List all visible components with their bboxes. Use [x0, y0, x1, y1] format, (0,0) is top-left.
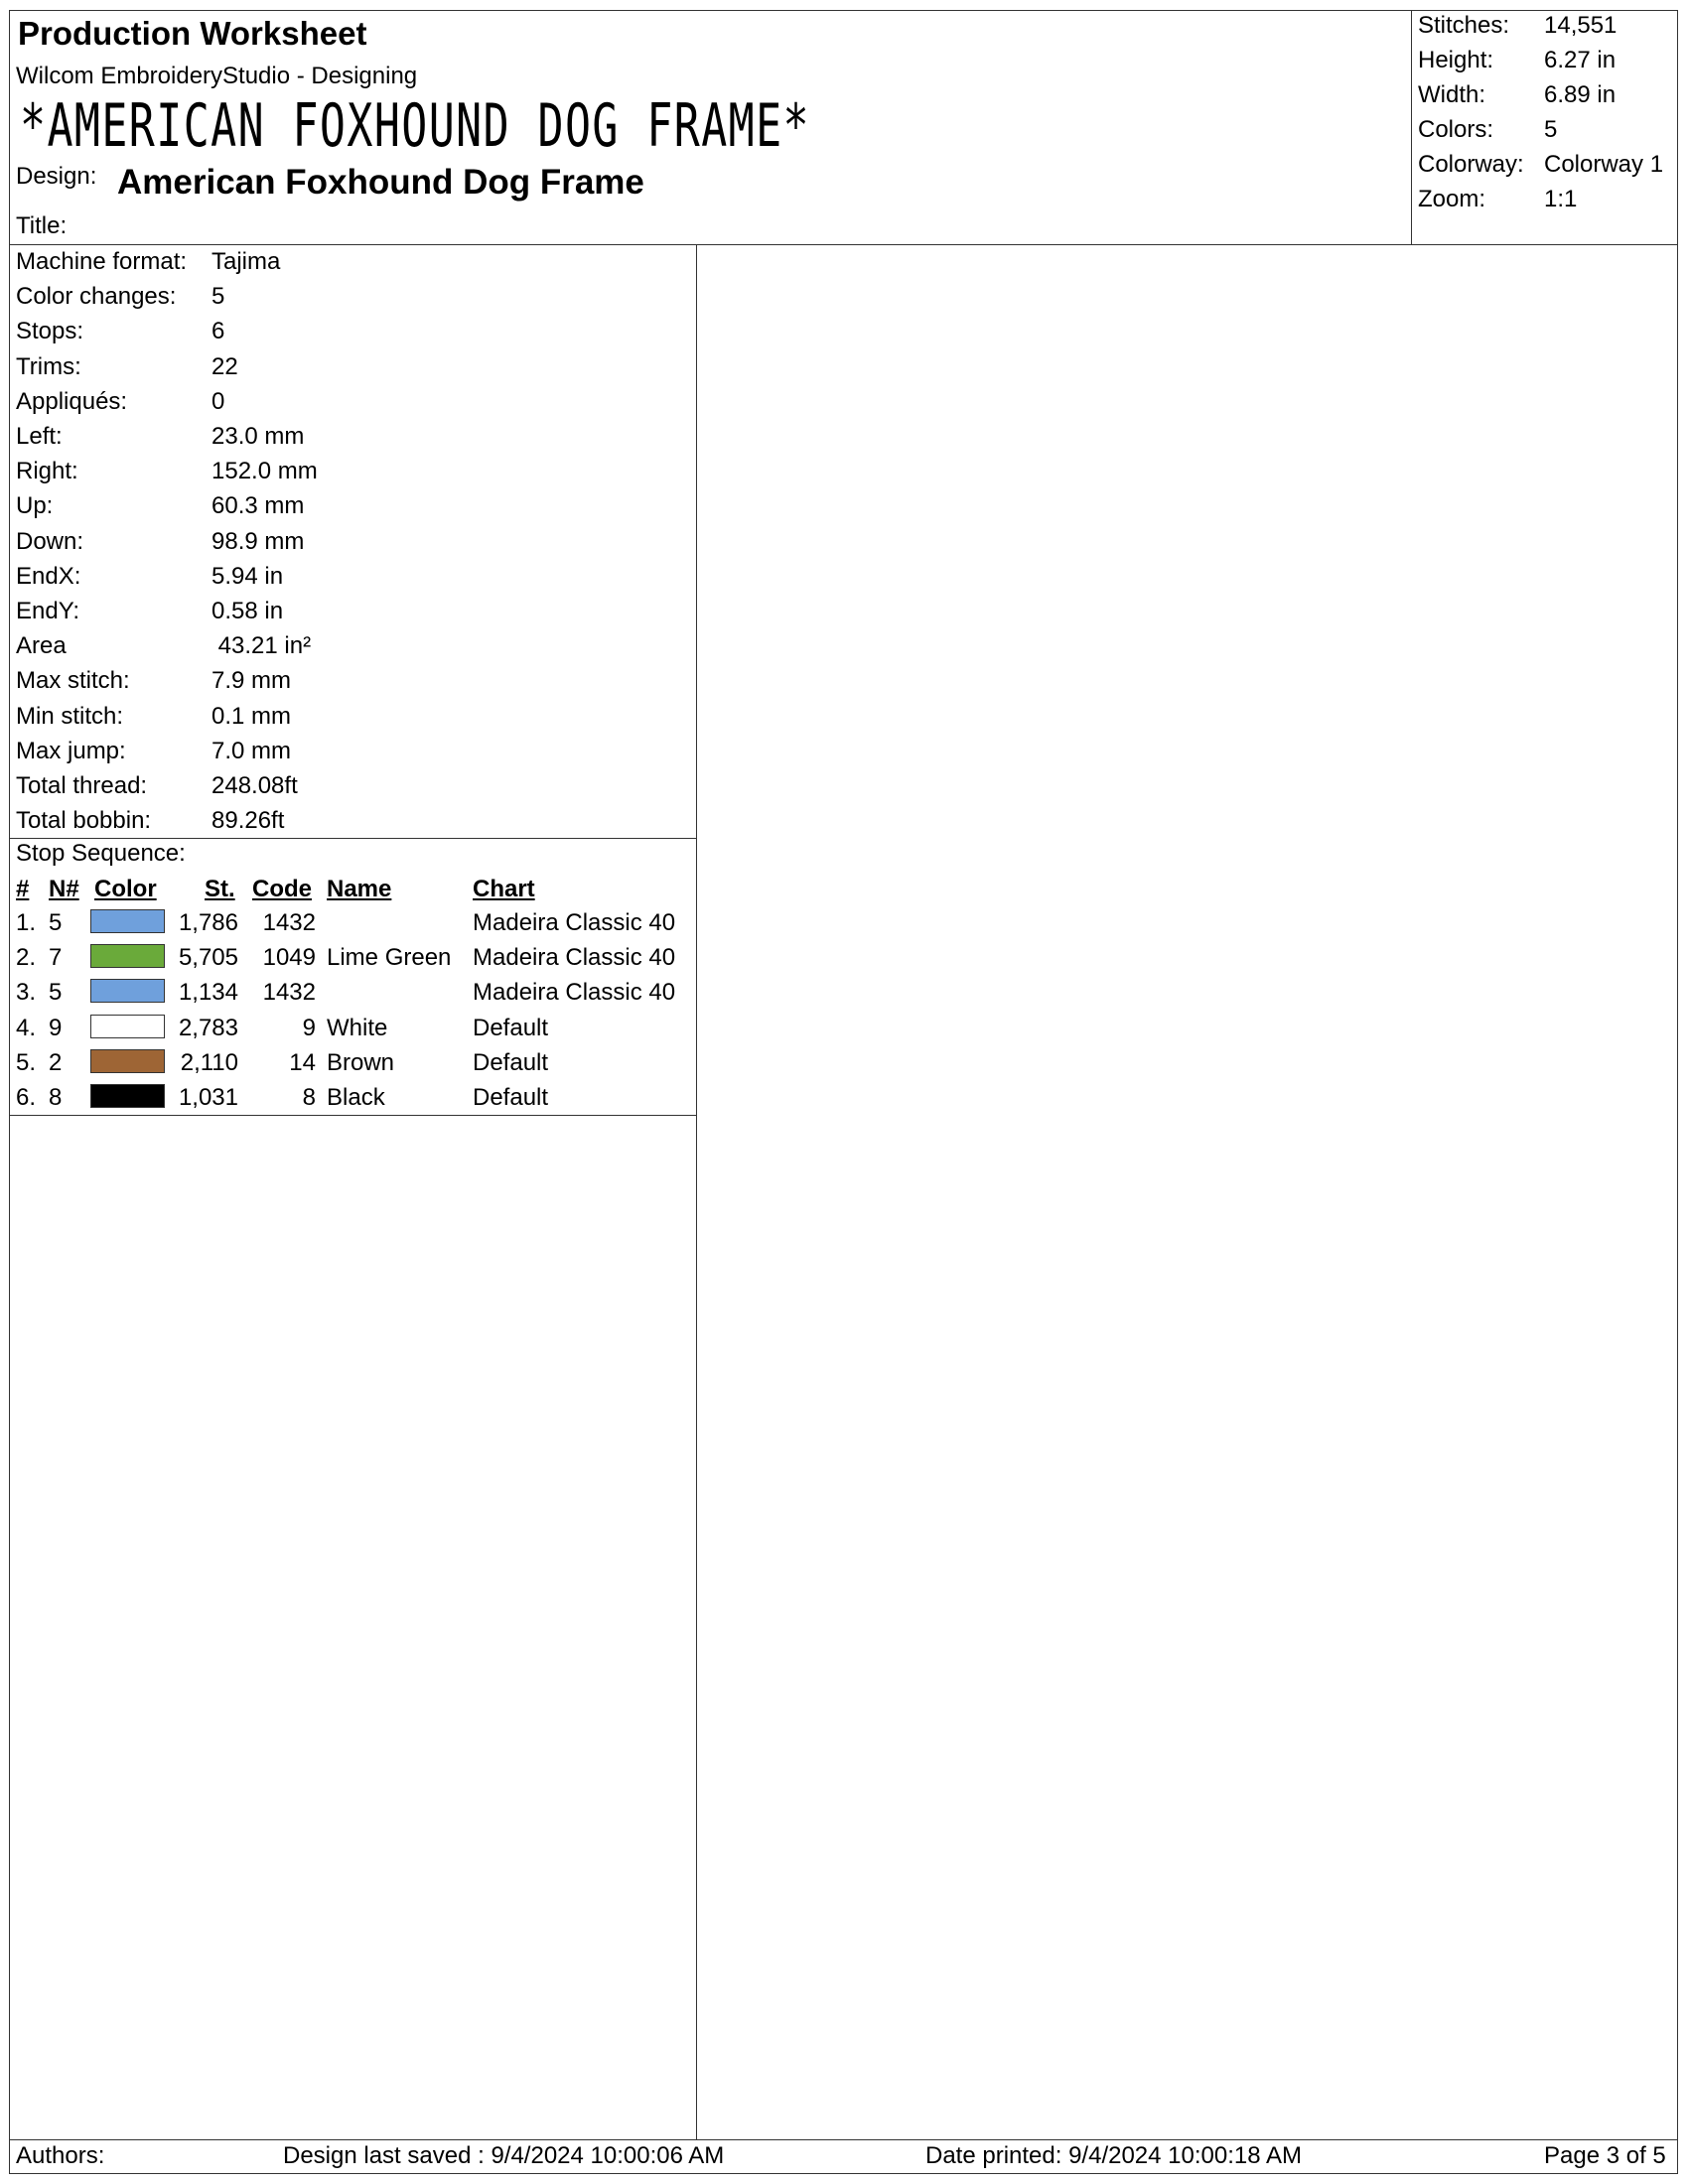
- detail-value: 152.0 mm: [211, 458, 318, 485]
- color-swatch: [90, 1049, 165, 1073]
- stop-chart: Madeira Classic 40: [473, 979, 676, 1007]
- detail-value: 98.9 mm: [211, 527, 305, 555]
- design-name: American Foxhound Dog Frame: [117, 163, 644, 202]
- detail-label: Trims:: [16, 352, 81, 380]
- column-divider: [696, 244, 697, 2139]
- summary-label: Colorway:: [1418, 151, 1524, 178]
- detail-value: 22: [211, 352, 238, 380]
- stop-num: 3.: [16, 979, 37, 1007]
- footer-authors: Authors:: [16, 2142, 105, 2169]
- footer-date-printed: Date printed: 9/4/2024 10:00:18 AM: [925, 2142, 1302, 2169]
- stop-needle: 5: [49, 909, 63, 936]
- stop-code: 14: [289, 1048, 316, 1076]
- detail-value: 5.94 in: [211, 562, 284, 590]
- col-header-name: Name: [327, 876, 392, 902]
- detail-value: 6: [211, 318, 225, 345]
- stop-num: 4.: [16, 1014, 37, 1041]
- stop-stitches: 1,031: [178, 1084, 238, 1111]
- stop-needle: 8: [49, 1084, 63, 1111]
- summary-value: 6.89 in: [1544, 81, 1617, 108]
- title-label: Title:: [16, 212, 68, 239]
- detail-label: Total bobbin:: [16, 807, 152, 835]
- detail-label: Left:: [16, 423, 63, 450]
- stop-stitches: 1,134: [178, 979, 238, 1007]
- summary-label: Colors:: [1418, 116, 1494, 143]
- stop-num: 2.: [16, 944, 37, 972]
- detail-value: 0: [211, 387, 225, 415]
- stop-stitches: 2,110: [180, 1048, 238, 1076]
- summary-value: 1:1: [1544, 186, 1578, 212]
- design-banner: *AMERICAN FOXHOUND DOG FRAME*: [20, 91, 811, 161]
- stop-num: 1.: [16, 909, 37, 936]
- detail-label: Right:: [16, 458, 78, 485]
- stop-needle: 2: [49, 1048, 63, 1076]
- stop-needle: 7: [49, 944, 63, 972]
- detail-value: 0.1 mm: [211, 702, 292, 730]
- detail-value: 60.3 mm: [211, 492, 305, 520]
- detail-value: Tajima: [211, 248, 281, 275]
- stop-num: 6.: [16, 1084, 37, 1111]
- detail-value: 23.0 mm: [211, 423, 305, 450]
- detail-label: EndY:: [16, 598, 80, 624]
- stop-sequence-heading: Stop Sequence:: [16, 840, 186, 867]
- detail-label: Up:: [16, 492, 54, 520]
- color-swatch: [90, 944, 165, 968]
- detail-value: 0.58 in: [211, 598, 284, 624]
- stop-thread-name: Black: [327, 1084, 385, 1111]
- summary-value: 5: [1544, 116, 1558, 143]
- header-divider: [1411, 10, 1412, 244]
- detail-value: 43.21 in²: [211, 632, 312, 660]
- col-header-stitches: St.: [205, 876, 235, 902]
- stop-code: 1432: [262, 979, 316, 1007]
- summary-label: Width:: [1418, 81, 1486, 108]
- summary-label: Height:: [1418, 47, 1494, 73]
- stop-code: 1432: [262, 909, 316, 936]
- detail-label: Max jump:: [16, 737, 126, 764]
- col-header-num: #: [16, 876, 30, 902]
- color-swatch: [90, 909, 165, 933]
- footer-page-number: Page 3 of 5: [1544, 2142, 1666, 2169]
- detail-label: Appliqués:: [16, 387, 128, 415]
- detail-label: EndX:: [16, 562, 81, 590]
- summary-value: 14,551: [1544, 12, 1618, 39]
- stop-code: 8: [302, 1084, 316, 1111]
- detail-label: Area: [16, 632, 67, 660]
- stop-chart: Madeira Classic 40: [473, 944, 676, 972]
- footer-rule: [9, 2139, 1678, 2140]
- stop-needle: 5: [49, 979, 63, 1007]
- detail-label: Min stitch:: [16, 702, 124, 730]
- details-bottom-rule: [9, 838, 696, 839]
- detail-value: 7.0 mm: [211, 737, 292, 764]
- stop-chart: Default: [473, 1048, 549, 1076]
- stop-thread-name: White: [327, 1014, 388, 1041]
- color-swatch: [90, 1015, 165, 1038]
- stop-chart: Default: [473, 1084, 549, 1111]
- detail-label: Total thread:: [16, 772, 148, 799]
- detail-label: Stops:: [16, 318, 84, 345]
- detail-label: Machine format:: [16, 248, 188, 275]
- summary-value: 6.27 in: [1544, 47, 1617, 73]
- stop-thread-name: Brown: [327, 1048, 395, 1076]
- stop-chart: Madeira Classic 40: [473, 909, 676, 936]
- detail-label: Down:: [16, 527, 84, 555]
- detail-value: 248.08ft: [211, 772, 298, 799]
- detail-value: 7.9 mm: [211, 667, 292, 695]
- stop-stitches: 5,705: [178, 944, 238, 972]
- design-label: Design:: [16, 163, 97, 190]
- stop-code: 1049: [262, 944, 316, 972]
- stop-chart: Default: [473, 1014, 549, 1041]
- worksheet-title: Production Worksheet: [18, 15, 367, 52]
- col-header-color: Color: [94, 876, 157, 902]
- summary-value: Colorway 1: [1544, 151, 1664, 178]
- color-swatch: [90, 1084, 165, 1108]
- stop-num: 5.: [16, 1048, 37, 1076]
- stops-bottom-rule: [9, 1115, 696, 1116]
- color-swatch: [90, 979, 165, 1003]
- software-name: Wilcom EmbroideryStudio - Designing: [16, 63, 418, 89]
- stop-code: 9: [302, 1014, 316, 1041]
- stop-stitches: 1,786: [178, 909, 238, 936]
- stop-thread-name: Lime Green: [327, 944, 452, 972]
- footer-last-saved: Design last saved : 9/4/2024 10:00:06 AM: [283, 2142, 725, 2169]
- detail-label: Max stitch:: [16, 667, 130, 695]
- col-header-code: Code: [252, 876, 312, 902]
- col-header-needle: N#: [49, 876, 79, 902]
- stop-stitches: 2,783: [178, 1014, 238, 1041]
- stop-needle: 9: [49, 1014, 63, 1041]
- summary-label: Zoom:: [1418, 186, 1486, 212]
- detail-value: 5: [211, 283, 225, 311]
- header-bottom-rule: [9, 244, 1678, 245]
- col-header-chart: Chart: [473, 876, 535, 902]
- detail-value: 89.26ft: [211, 807, 285, 835]
- summary-label: Stitches:: [1418, 12, 1510, 39]
- detail-label: Color changes:: [16, 283, 177, 311]
